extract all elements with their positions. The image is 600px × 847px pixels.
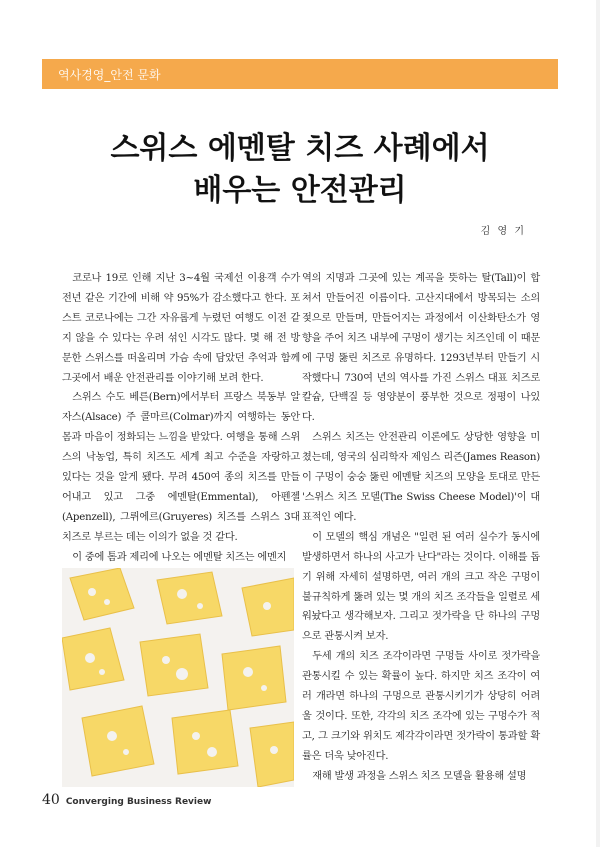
author-name: 김 영 기 (480, 226, 526, 237)
cheese-slice (157, 572, 222, 624)
section-label: 역사경영_안전 문화 (58, 68, 161, 82)
article-title (42, 128, 558, 212)
cheese-slice (222, 646, 286, 710)
page-footer (42, 792, 211, 808)
title-line-2: 배우는 안전관리 (193, 173, 407, 208)
section-header-bar (42, 59, 558, 89)
title-line-1: 스위스 에멘탈 치즈 사례에서 (110, 131, 490, 166)
paragraph: 스위스 치즈는 안전관리 이론에도 상당한 영향을 미쳤는데, 영국의 심리학자 제임스 리즌(James Reason)이 구멍이 숭숭 뚫린 에멘탈 치즈의 모양을 토대로 만든 '스위스 치즈 모델(The Swiss Cheese Model)'이 대표적인 예다. (302, 432, 540, 523)
right-column (302, 269, 540, 787)
paragraph: 이 중에 톰과 제리에 나오는 에멘탈 치즈는 에멘지 (72, 551, 287, 563)
paragraph: 이 모델의 핵심 개념은 "일련 된 여러 실수가 동시에 발생하면서 하나의 사고가 난다"라는 것이다. 이해를 돕기 위해 자세히 설명하면, 여러 개의 크고 작은 구멍이 불규칙하게 뚫려 있는 몇 개의 치즈 조각들을 일렬로 세워놨다고 생각해보자. 그리고 젓가락을 단 하나의 구멍으로 관통시켜 보자. (302, 531, 540, 643)
left-column (62, 269, 300, 568)
paragraph: 스위스 수도 베른(Bern)에서부터 프랑스 북동부 알자스(Alsace) 주 콜마르(Colmar)까지 여행하는 동안 몸과 마음이 정화되는 느낌을 받았다. 여행을 통해 스위스의 낙농업, 특히 치즈도 세계 최고 수준을 자랑하고 있다는 것을 알게 됐다. 무려 450여 종의 치즈를 만들어내고 있고 그중 에멘탈(Emmental), 아펜젤(Apenzell), 그뤼에르(Gruyeres) 치즈를 스위스 3대 치즈로 부르는 데는 이의가 없을 것 같다. (62, 392, 300, 543)
cheese-slice (172, 710, 238, 774)
cheese-slice (70, 568, 134, 620)
page-number: 40 (42, 792, 60, 808)
publication-name: Converging Business Review (65, 797, 212, 807)
cheese-slice (82, 706, 154, 776)
paragraph: 재해 발생 과정을 스위스 치즈 모델을 활용해 설명 (312, 770, 527, 782)
cheese-slices-photo (62, 568, 294, 787)
paragraph: 역의 지명과 그곳에 있는 계곡을 뜻하는 탈(Tall)이 합쳐서 만들어진 이름이다. 고산지대에서 방목되는 소의 젖으로 만들며, 만들어지는 과정에서 이산화탄소가 영향을 주어 치즈 내부에 구멍이 생기는 치즈인데 이 때문에 구멍 뚫린 치즈로 유명하다. 1293년부터 만들기 시작했다니 730여 년의 역사를 가진 스위스 대표 치즈로 칼슘, 단백질 등 영양분이 풍부한 것으로 정평이 나있다. (302, 273, 540, 424)
paragraph: 코로나 19로 인해 지난 3~4월 국제선 이용객 수가 전년 같은 기간에 비해 약 95%가 감소했다고 한다. 포스트 코로나에는 그간 자유롭게 누렸던 여행도 이전 같지 않을 수 있다는 우려 섞인 시각도 많다. 몇 해 전 방문한 스위스를 떠올리며 가슴 속에 담았던 추억과 함께 그곳에서 배운 안전관리를 이야기해 보려 한다. (62, 273, 300, 384)
cheese-slice (140, 634, 208, 696)
page-edge (596, 0, 600, 847)
cheese-slice (250, 722, 294, 787)
cheese-illustration (62, 568, 294, 787)
paragraph: 두세 개의 치즈 조각이라면 구멍들 사이로 젓가락을 관통시킬 수 있는 확률이 높다. 하지만 치즈 조각이 여러 개라면 하나의 구멍으로 관통시키기가 상당히 어려울 것이다. 또한, 각각의 치즈 조각에 있는 구멍수가 적고, 그 크기와 위치도 제각각이라면 젓가락이 통과할 확률은 더욱 낮아진다. (302, 651, 540, 762)
